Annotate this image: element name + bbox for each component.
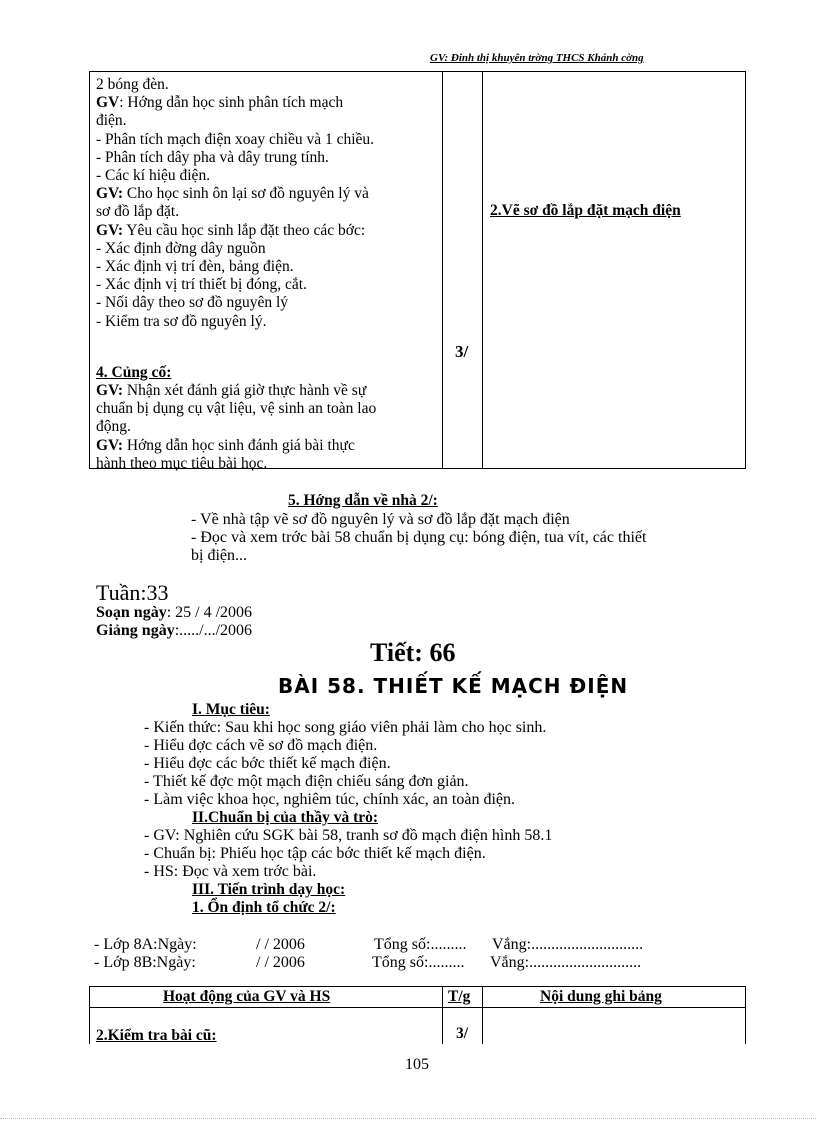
activity-text: 2 bóng đèn. <box>96 76 169 93</box>
activity-line <box>96 276 374 294</box>
activity-text: Cho học sinh ôn lại sơ đồ nguyên lý và <box>123 185 369 203</box>
activity-text: động. <box>96 418 131 436</box>
col-activity-header: Hoạt động của GV và HS <box>163 988 331 1005</box>
activity-line <box>96 437 376 455</box>
week-label: Tuần:33 <box>96 580 169 605</box>
activity-line <box>96 382 376 400</box>
objective-line: - Hiểu đợc cách vẽ sơ đồ mạch điện. <box>144 737 378 754</box>
homework-line: bị điện... <box>191 547 247 564</box>
process-heading: III. Tiến trình dạy học: <box>192 881 346 898</box>
activity-line <box>96 455 376 473</box>
teacher-label: GV: <box>96 436 123 454</box>
row-activity: 2.Kiểm tra bài cũ: <box>96 1027 217 1044</box>
prepared-date <box>96 604 252 622</box>
activity-text: - Nối dây theo sơ đồ nguyên lý <box>96 294 289 312</box>
teacher-label: GV: <box>96 185 123 203</box>
activity-line <box>96 258 374 276</box>
column-divider <box>442 987 443 1044</box>
lesson-period: Tiết: 66 <box>370 638 456 667</box>
activity-text: điện. <box>96 112 127 130</box>
teacher-label: GV: <box>96 221 123 239</box>
activity-line <box>96 94 374 112</box>
class-date: / / 2006 <box>256 936 305 953</box>
prepared-value: : 25 / 4 /2006 <box>166 604 253 621</box>
class-date: / / 2006 <box>256 954 305 971</box>
activity-text: : Hớng dẫn học sinh phân tích mạch <box>119 94 344 112</box>
activity-text: - Kiểm tra sơ đồ nguyên lý. <box>96 312 267 330</box>
col-content-header: Nội dung ghi bảng <box>540 988 662 1005</box>
class-absent: Vắng:............................ <box>492 936 644 953</box>
homework-line: - Về nhà tập vẽ sơ đồ nguyên lý và sơ đồ lắp đặt mạch điện <box>191 511 570 528</box>
objective-line: - Thiết kế đợc một mạch điện chiếu sáng đơn giản. <box>144 773 469 790</box>
class-total: Tổng số:......... <box>372 954 465 971</box>
activity-line <box>96 131 374 149</box>
activity-table-continued <box>89 71 746 472</box>
activity-table <box>89 986 746 1044</box>
row-time: 3/ <box>456 1025 469 1042</box>
consolidation-cell <box>96 382 376 473</box>
activity-line <box>96 294 374 312</box>
class-total: Tổng số:......... <box>374 936 467 953</box>
activity-line <box>96 167 374 185</box>
activity-cell <box>96 76 374 331</box>
activity-line <box>96 149 374 167</box>
activity-text: - Các kí hiệu điện. <box>96 167 211 185</box>
column-divider <box>482 987 483 1044</box>
objectives-heading: I. Mục tiêu: <box>192 701 270 718</box>
lesson-title: BÀI 58. THIẾT KẾ MẠCH ĐIỆN <box>278 674 629 698</box>
preparation-line: - HS: Đọc và xem trớc bài. <box>144 863 317 880</box>
taught-value: :...../.../2006 <box>174 622 253 639</box>
homework-heading: 5. Hớng dẫn về nhà 2/: <box>288 492 438 509</box>
activity-line <box>96 400 376 418</box>
homework-line: - Đọc và xem trớc bài 58 chuẩn bị dụng cụ: bóng điện, tua vít, các thiết <box>191 529 647 546</box>
process-subheading: 1. Ổn định tổ chức 2/: <box>192 899 336 916</box>
activity-line <box>96 112 374 130</box>
activity-text: - Xác định vị trí đèn, bảng điện. <box>96 258 294 276</box>
activity-text: chuẩn bị dụng cụ vật liệu, vệ sinh an toàn lao <box>96 400 377 418</box>
class-absent: Vắng:............................ <box>490 954 642 971</box>
activity-line <box>96 313 374 331</box>
activity-text: - Phân tích dây pha và dây trung tính. <box>96 148 329 166</box>
objective-line: - Hiểu đợc các bớc thiết kế mạch điện. <box>144 755 391 772</box>
activity-line <box>96 185 374 203</box>
page-edge-rule <box>0 1118 816 1119</box>
column-divider <box>482 72 483 468</box>
prepared-label: Soạn ngày <box>96 604 167 621</box>
preparation-line: - GV: Nghiên cứu SGK bài 58, tranh sơ đồ mạch điện hình 58.1 <box>144 827 553 844</box>
preparation-line: - Chuẩn bị: Phiếu học tập các bớc thiết kế mạch điện. <box>144 845 486 862</box>
activity-text: sơ đồ lắp đặt. <box>96 203 180 221</box>
header-divider <box>90 1007 745 1008</box>
activity-line <box>96 203 374 221</box>
objective-line: - Kiến thức: Sau khi học song giáo viên phải làm cho học sinh. <box>144 719 547 736</box>
taught-date <box>96 622 252 640</box>
class-cls: - Lớp 8B:Ngày: <box>94 954 196 971</box>
col-time-header: T/g <box>448 988 471 1005</box>
activity-line <box>96 418 376 436</box>
activity-text: Hớng dẫn học sinh đánh giá bài thực <box>123 436 355 454</box>
time-value: 3/ <box>455 342 469 361</box>
taught-label: Giảng ngày <box>96 622 175 639</box>
activity-line <box>96 240 374 258</box>
activity-text: - Xác định vị trí thiết bị đóng, cắt. <box>96 276 307 294</box>
activity-text: Nhận xét đánh giá giờ thực hành về sự <box>123 382 367 399</box>
objective-line: - Làm việc khoa học, nghiêm túc, chính xác, an toàn điện. <box>144 791 515 808</box>
activity-text: - Xác định đờng dây nguồn <box>96 239 266 257</box>
preparation-heading: II.Chuẩn bị của thầy và trò: <box>192 809 379 826</box>
activity-text: - Phân tích mạch điện xoay chiều và 1 chiều. <box>96 130 375 148</box>
column-divider <box>442 72 443 468</box>
content-heading: 2.Vẽ sơ đồ lắp đặt mạch điện <box>490 202 681 219</box>
activity-line <box>96 222 374 240</box>
activity-line <box>96 76 374 94</box>
activity-text: hành theo mục tiêu bài học. <box>96 454 268 472</box>
class-cls: - Lớp 8A:Ngày: <box>94 936 197 953</box>
consolidation-heading: 4. Củng cố: <box>96 364 172 381</box>
teacher-label: GV: <box>96 382 123 399</box>
teacher-label: GV <box>96 94 120 112</box>
activity-text: Yêu cầu học sinh lắp đặt theo các bớc: <box>123 221 366 239</box>
page-number: 105 <box>405 1056 429 1073</box>
author-header: GV: Đinh thị khuyên trờng THCS Khánh cờng <box>430 52 644 64</box>
